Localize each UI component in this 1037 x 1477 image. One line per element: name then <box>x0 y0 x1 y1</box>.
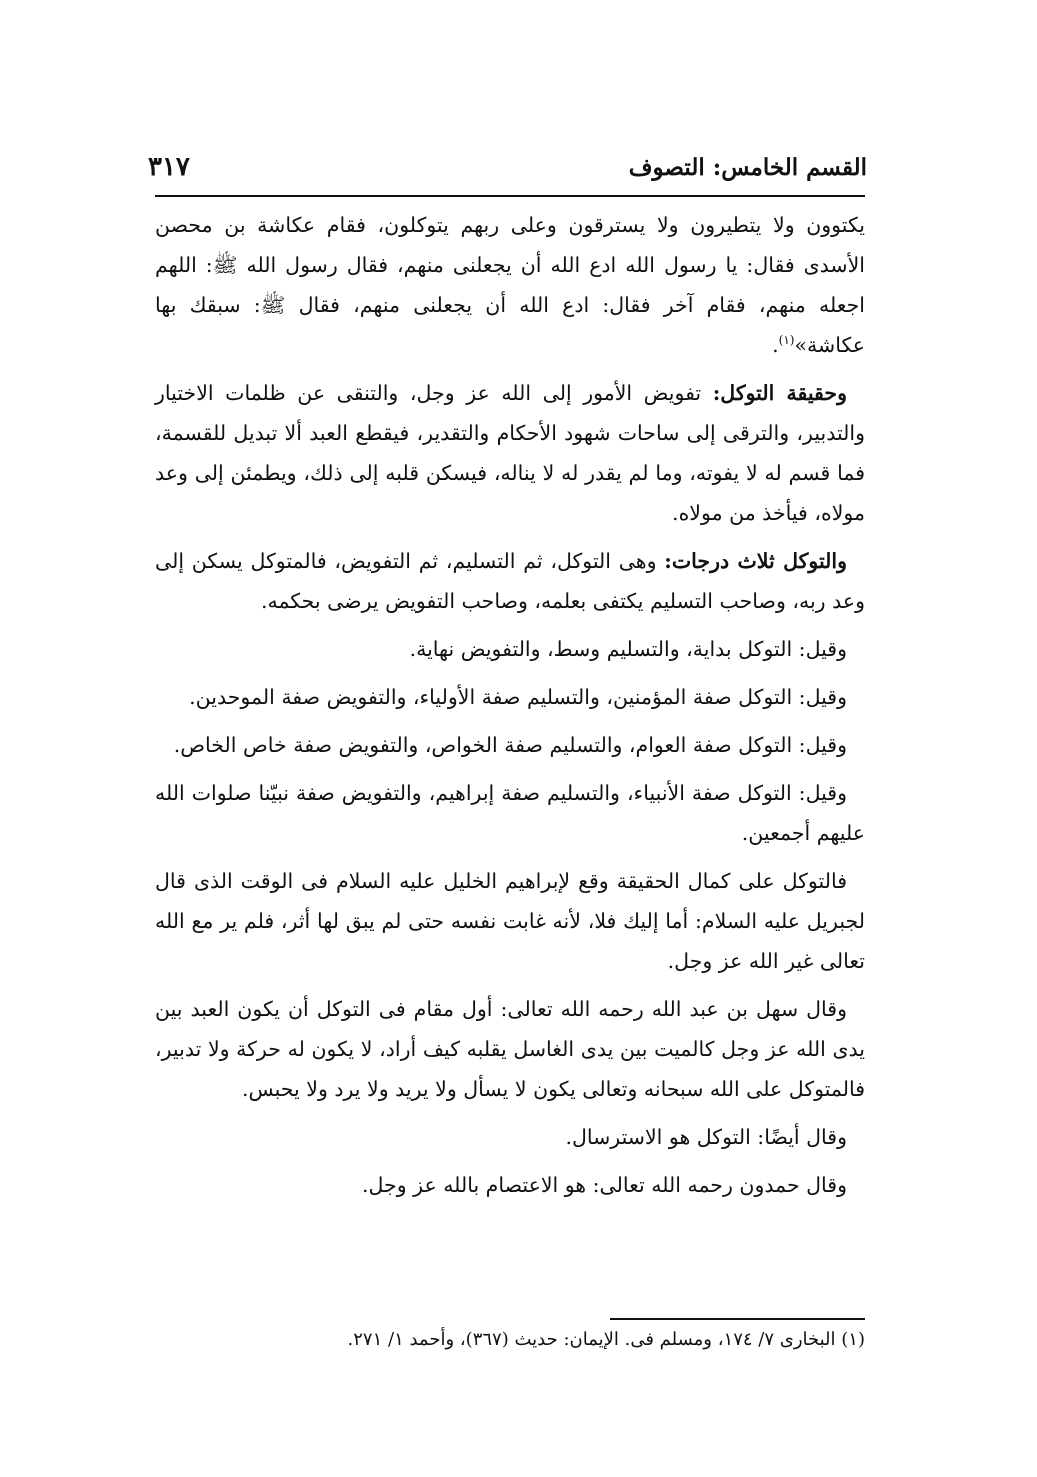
section-label: القسم الخامس: <box>712 154 867 181</box>
footnote-marker: (١) <box>778 333 795 348</box>
paragraph-11 <box>155 1165 865 1205</box>
running-title <box>629 154 867 181</box>
page-body <box>155 205 865 1213</box>
page-header <box>140 150 867 190</box>
paragraph-lead: والتوكل ثلاث درجات: <box>664 549 847 573</box>
header-rule <box>155 195 865 197</box>
paragraph-tail: . <box>772 333 779 357</box>
paragraph-text: وقال أيضًا: التوكل هو الاسترسال. <box>565 1125 847 1149</box>
paragraph-text: وهى التوكل، ثم التسليم، ثم التفويض، فالمتوكل يسكن إلى وعد ربه، وصاحب التسليم يكتفى بعلمه، وصاحب التفويض يرضى بحكمه. <box>155 549 865 613</box>
paragraph-5 <box>155 677 865 717</box>
paragraph-8 <box>155 861 865 981</box>
paragraph-1 <box>155 205 865 365</box>
footnote: (١) البخارى ٧/ ١٧٤، ومسلم فى. الإيمان: حديث (٣٦٧)، وأحمد ١/ ٢٧١. <box>347 1329 865 1350</box>
paragraph-3 <box>155 541 865 621</box>
paragraph-text: يكتوون ولا يتطيرون ولا يسترقون وعلى ربهم يتوكلون، فقام عكاشة بن محصن الأسدى فقال: يا رسول الله ادع الله أن يجعلنى منهم، فقال رسول الله ﷺ: اللهم اجعله منهم، فقام آخر فقال: ادع الله أن يجعلنى منهم، فقال ﷺ: سبقك بها عكاشة» <box>155 213 865 357</box>
paragraph-text: وقال حمدون رحمه الله تعالى: هو الاعتصام بالله عز وجل. <box>362 1173 847 1197</box>
paragraph-10 <box>155 1117 865 1157</box>
paragraph-text: فالتوكل على كمال الحقيقة وقع لإبراهيم الخليل عليه السلام فى الوقت الذى قال لجبريل عليه السلام: أما إليك فلا، لأنه غابت نفسه حتى لم يبق لها أثر، فلم ير مع الله تعالى غير الله عز وجل. <box>155 869 865 973</box>
paragraph-text: وقيل: التوكل بداية، والتسليم وسط، والتفويض نهاية. <box>409 637 847 661</box>
topic-label: التصوف <box>628 154 705 181</box>
paragraph-lead: وحقيقة التوكل: <box>712 381 847 405</box>
page-number: ٣١٧ <box>148 152 190 182</box>
paragraph-text: وقال سهل بن عبد الله رحمه الله تعالى: أول مقام فى التوكل أن يكون العبد بين يدى الله عز وجل كالميت بين يدى الغاسل يقلبه كيف أراد، لا يكون له حركة ولا تدبير، فالمتوكل على الله سبحانه وتعالى يكون لا يسأل ولا يريد ولا يرد ولا يحبس. <box>155 997 865 1101</box>
footnote-rule <box>610 1318 865 1320</box>
paragraph-text: وقيل: التوكل صفة المؤمنين، والتسليم صفة الأولياء، والتفويض صفة الموحدين. <box>189 685 847 709</box>
paragraph-7 <box>155 773 865 853</box>
paragraph-4 <box>155 629 865 669</box>
paragraph-2 <box>155 373 865 533</box>
paragraph-6 <box>155 725 865 765</box>
paragraph-text: وقيل: التوكل صفة الأنبياء، والتسليم صفة إبراهيم، والتفويض صفة نبيّنا صلوات الله عليهم أجمعين. <box>155 781 865 845</box>
paragraph-text: وقيل: التوكل صفة العوام، والتسليم صفة الخواص، والتفويض صفة خاص الخاص. <box>173 733 847 757</box>
paragraph-text: تفويض الأمور إلى الله عز وجل، والتنقى عن ظلمات الاختيار والتدبير، والترقى إلى ساحات شهود الأحكام والتقدير، فيقطع العبد ألا تبديل للقسمة، فما قسم له لا يفوته، وما لم يقدر له لا يناله، فيسكن قلبه إلى ذلك، ويطمئن إلى وعد مولاه، فيأخذ من مولاه. <box>155 381 865 525</box>
paragraph-9 <box>155 989 865 1109</box>
